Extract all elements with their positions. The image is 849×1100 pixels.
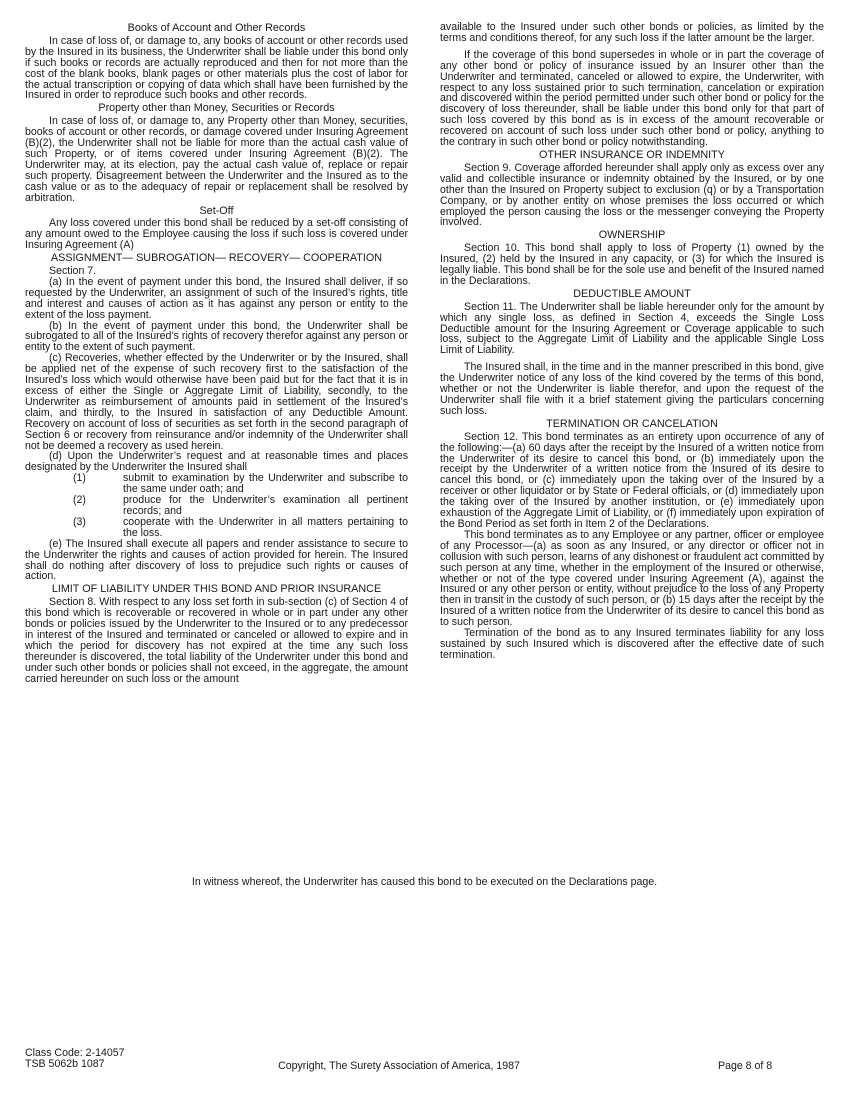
list-item — [25, 517, 408, 539]
paragraph-section-8-continued: available to the Insured under such other bonds or policies, as limited by the terms and conditions thereof, for any such loss if the latter amount be the larger. — [440, 21, 824, 44]
class-code: Class Code: 2-14057 — [25, 1047, 125, 1059]
paragraph-section-10: Section 10. This bond shall apply to loss of Property (1) owned by the Insured, (2) held by the Insured in any capacity, or (3) for which the Insured is legally liable. This bond shall be for the sole use and benefit of the Insured named in the Declarations. — [440, 242, 824, 287]
heading-ownership: OWNERSHIP — [598, 229, 666, 242]
heading-termination: TERMINATION OR CANCELATION — [546, 417, 718, 430]
list-item-number: (3) — [73, 515, 86, 528]
paragraph-section-12: Section 12. This bond terminates as an entirety upon occurrence of any of the following:—(a) 60 days after the receipt by the Insured of a written notice from the Underwriter of its desire to cancel this bond, or (b) immediately upon the receipt by the Underwriter of a written notice from the Insured of its desire to cancel this bond, or (c) immediately upon the taking over of the Insured by a receiver or other liquidator or by State or Federal officials, or (d) immediately upon the taking over of the Insured by another institution, or (e) immediately upon exhaustion of the Aggregate Limit of Liability, or (f) immediately upon expiration of the Bond Period as set forth in Item 2 of the Declarations. — [440, 430, 824, 530]
heading-books-of-account: Books of Account and Other Records — [127, 22, 306, 34]
paragraph-insured-termination: Termination of the bond as to any Insured terminates liability for any loss sustained by such Insured which is discovered after the effective date of such termination. — [440, 627, 824, 661]
paragraph-7c: (c) Recoveries, whether effected by the Underwriter or by the Insured, shall be applied net of the expense of such recovery first to the satisfaction of the Insured’s loss which would otherwise have been paid but for the fact that it is in excess of either the Single or Aggregate Limit of Liability, secondly, to the Underwriter as reimbursement of amounts paid in settlement of the Insured’s claim, and thirdly, to the Insured in satisfaction of any Deductible Amount. Recovery on account of loss of securities as set forth in the second paragraph of Section 6 or recovery from reinsurance and/or indemnity of the Underwriter shall not be deemed a recovery as used herein. — [25, 352, 408, 452]
paragraph-property-other: In case of loss of, or damage to, any Property other than Money, securities, books of account or other records, or damage covered under Insuring Agreement (B)(2), the Underwriter shall not be liable for more than the actual cash value of such Property, or of items covered under Insuring Agreement (B)(2). The Underwriter may, at its election, pay the actual cash value of, replace or repair such property. Disagreement between the Underwriter and the Insured as to the cash value or as to the adequacy of repair or replacement shall be resolved by arbitration. — [25, 115, 408, 204]
heading-deductible-amount: DEDUCTIBLE AMOUNT — [573, 287, 691, 300]
paragraph-set-off: Any loss covered under this bond shall be reduced by a set-off consisting of any amount owed to the Employee causing the loss if such loss is covered under Insuring Agreement (A) — [25, 217, 408, 252]
paragraph-section-11: Section 11. The Underwriter shall be liable hereunder only for the amount by which any single loss, as defined in Section 4, exceeds the Single Loss Deductible amount for the Insuring Agreement or Coverage applicable to such loss, subject to the Aggregate Limit of Liability and the applicable Single Loss Limit of Liability. — [440, 300, 824, 357]
heading-property-other: Property other than Money, Securities or Records — [98, 102, 335, 115]
paragraph-7d: (d) Upon the Underwriter’s request and at reasonable times and places designated by the Underwriter the Insured shall — [25, 450, 408, 474]
section-7-label: Section 7. — [49, 265, 97, 278]
page-number: Page 8 of 8 — [718, 1060, 773, 1072]
paragraph-7b: (b) In the event of payment under this bond, the Underwriter shall be subrogated to all of the Insured’s rights of recovery therefor against any person or entity to the extent of such payment. — [25, 319, 408, 354]
left-column — [25, 22, 408, 686]
list-item-number: (1) — [73, 472, 86, 485]
paragraph-7e: (e) The Insured shall execute all papers and render assistance to secure to the Underwriter the rights and causes of action provided for herein. The Insured shall do nothing after discovery of loss to prejudice such rights or causes of action. — [25, 537, 408, 583]
heading-set-off: Set-Off — [199, 204, 234, 217]
heading-assignment: ASSIGNMENT— SUBROGATION— RECOVERY— COOPERATION — [50, 252, 383, 265]
heading-limit-of-liability: LIMIT OF LIABILITY UNDER THIS BOND AND PRIOR INSURANCE — [51, 583, 382, 596]
right-column — [440, 22, 824, 663]
list-item-text: produce for the Underwriter’s examination all pertinent records; and — [123, 494, 408, 517]
list-item — [25, 473, 408, 495]
list-item — [25, 495, 408, 517]
paragraph-books-of-account: In case of loss of, or damage to, any books of account or other records used by the Insured in its business, the Underwriter shall be liable under this bond only if such books or records are actually reproduced and then for not more than the cost of the blank books, blank pages or other materials plus the cost of labor for the actual transcription or copying of data which shall have been furnished by the Insured in order to reproduce such books and other records. — [25, 34, 408, 102]
list-item-text: cooperate with the Underwriter in all matters pertaining to the loss. — [123, 515, 408, 539]
paragraph-section-8: Section 8. With respect to any loss set forth in sub-section (c) of Section 4 of this bond which is recoverable or recovered in whole or in part under any other bonds or policies issued by the Underwriter to the Insured or to any predecessor in interest of the Insured and terminated or canceled or allowed to expire and in which the period for discovery has not expired at the time any such loss thereunder is discovered, the total liability of the Underwriter under this bond and under such other bonds or policies shall not exceed, in the aggregate, the amount carried hereunder on such loss or the amount — [25, 596, 408, 685]
list-item-number: (2) — [73, 494, 86, 507]
heading-other-insurance: OTHER INSURANCE OR INDEMNITY — [539, 148, 725, 161]
paragraph-7a: (a) In the event of payment under this bond, the Insured shall deliver, if so requested by the Underwriter, an assignment of such of the Insured’s rights, title and interest and causes of action as it has against any person or entity to the extent of the loss payment. — [25, 275, 408, 321]
form-number: TSB 5062b 1087 — [25, 1057, 105, 1070]
paragraph-employee-termination: This bond terminates as to any Employee or any partner, officer or employee of any Processor—(a) as soon as any Insured, or any director or officer not in collusion with such person, learns of any dishonest or fraudulent act committed by such person at any time, whether in the employment of the Insured or otherwise, whether or not of the type covered under Insuring Agreement (A), against the Insured or any other person or entity, without prejudice to the loss of any Property then in transit in the custody of such person, or (b) 15 days after the receipt by the Insured of a written notice from the Underwriter of its desire to cancel this bond as to such person. — [440, 528, 824, 629]
paragraph-notice: The Insured shall, in the time and in the manner prescribed in this bond, give the Underwriter notice of any loss of the kind covered by the terms of this bond, whether or not the Underwriter is liable therefor, and upon the request of the Underwriter shall file with it a brief statement giving the particulars concerning such loss. — [440, 361, 824, 417]
witness-statement: In witness whereof, the Underwriter has caused this bond to be executed on the Declarations page. — [191, 876, 658, 888]
paragraph-section-9: Section 9. Coverage afforded hereunder shall apply only as excess over any valid and collectible insurance or indemnity obtained by the Insured, or by one other than the Insured on Property subject to exclusion (q) or by a Transportation Company, or by another entity on whose premises the loss occurred or which employed the person causing the loss or the messenger conveying the Property involved. — [440, 161, 824, 229]
list-item-text: submit to examination by the Underwriter and subscribe to the same under oath; and — [123, 472, 408, 496]
paragraph-supersedes: If the coverage of this bond supersedes in whole or in part the coverage of any other bond or policy of insurance issued by an Insurer other than the Underwriter and terminated, canceled or allowed to expire, the Underwriter, with respect to any loss sustained prior to such termination, cancelation or expiration and discovered within the period permitted under such other bond or policy for the discovery of loss thereunder, shall be liable under this bond only for that part of such loss covered by this bond as is in excess of the amount recoverable or recovered on account of such loss under such other bond or policy, anything to the contrary in such other bond or policy notwithstanding. — [440, 48, 824, 149]
footer-copyright: Copyright, The Surety Association of America, 1987 — [278, 1060, 520, 1072]
